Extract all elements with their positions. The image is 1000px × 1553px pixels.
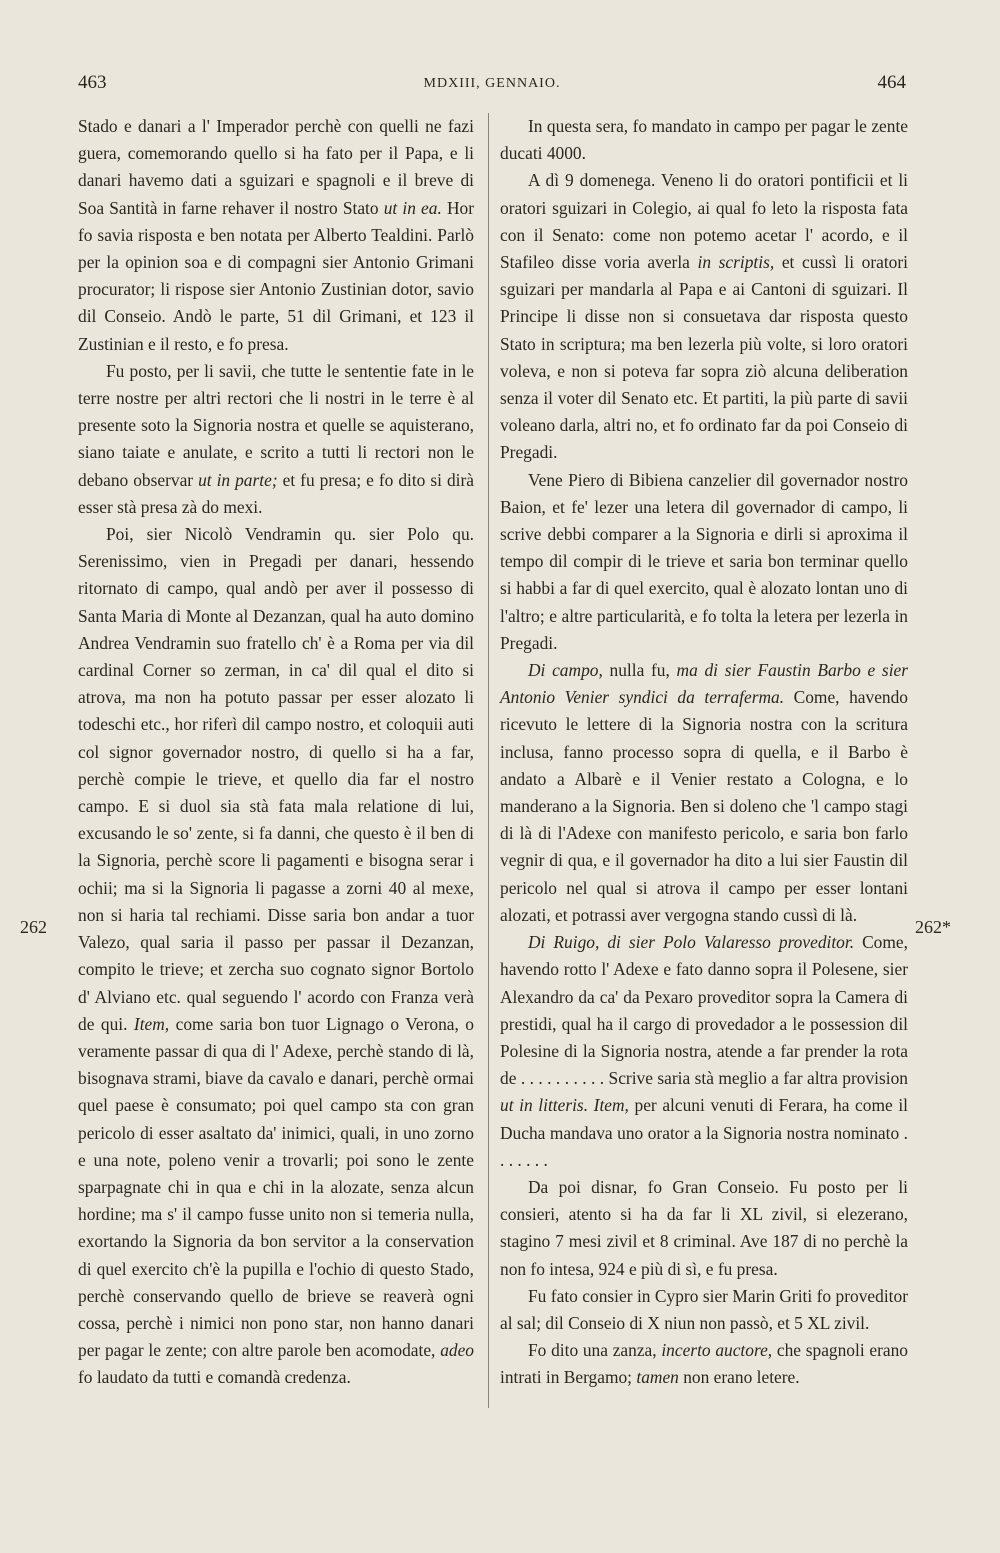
paragraph: Di Ruigo, di sier Polo Valaresso proveditor. Come, havendo rotto l' Adexe e fato danno sopra il Polesene, sier Alexandro da ca' da Pexaro proveditor sopra la Camera di prestidi, qual ha il cargo di provedador a le possession dil Polesine di la Signoria nostra, atende a far prender la rota de . . . . . . . . . . Scrive saria stà meglio a far altra provision ut in litteris. Item, per alcuni venuti di Ferara, ha come il Ducha mandava uno orator a la Signoria nostra nominato . . . . . . . [500, 932, 908, 1170]
column-divider [488, 113, 489, 1408]
paragraph: Vene Piero di Bibiena canzelier dil governador nostro Baion, et fe' lezer una letera dil governador di campo, li scrive debbi comparer a la Signoria e dirli si aproxima il tempo dil compir di le trieve et saria bon terminar quello si habbi a far di quel exercito, qual è alozato lontan uno di l'altro; e altre particularità, e fo tolta la letera per lezerla in Pregadi. [500, 469, 908, 653]
paragraph: Poi, sier Nicolò Vendramin qu. sier Polo qu. Serenissimo, vien in Pregadi per danari, hessendo ritornato di campo, qual andò per aver il possesso di Santa Maria di Monte al Dezanzan, qual ha auto domino Andrea Vendramin suo fratello ch' è a Roma per via dil cardinal Corner so zerman, in ca' dil qual el dito si atrova, ma non ha potuto passar per esser alozato li todeschi etc., hor riferì dil campo nostro, et coloquii auti col signor governador nostro, di quello si ha a far, perchè compie le trieve, et quello dia far el nostro campo. E si duol sia stà fata mala relatione di lui, excusando le so' zente, si fa danni, che questo è il ben di la Signoria, perchè score li pagamenti e bisogna serar i ochii; ma si la Signoria li pagasse a zorni 40 al mexe, non si haria tal rechiami. Disse saria bon andar a tuor Valezo, qual saria il passo per passar il Dezanzan, compito le trieve; et zercha suo cognato signor Bortolo d' Alviano etc. qual seguendo l' acordo con Franza verà de qui. Item, come saria bon tuor Lignago o Verona, o veramente passar di qua di l' Adexe, perchè stando di là, bisognava strami, biave da cavalo e danari, perchè ormai quel paese è consumato; poi quel campo sta con gran pericolo di esser asaltato da' inimici, quali, in uno zorno e una note, poleno venir a trovarli; poi sono le zente sparpagnate chi in qua e chi in la alozate, senza alcun hordine; ma s' il campo fusse unito non si temeria nulla, exortando la Signoria da bon servitor a la conservation di quel exercito ch'è la pupilla e l'ochio di questo Stado, perchè conservando quello de brieve se reaverà ogni cossa, perchè i nimici non pono star, non hanno danari per pagar le zente; con altre parole ben acomodate, adeo fo laudato da tutti e comandà credenza. [78, 524, 475, 1388]
right-column [500, 113, 908, 1392]
paragraph: Stado e danari a l' Imperador perchè con quelli ne fazi guera, comemorando quello si ha fato per il Papa, e li danari havemo dati a sguizari e spagnoli e il breve di Soa Santità in farne rehaver il nostro Stato ut in ea. Hor fo savia risposta e ben notata per Alberto Tealdini. Parlò per la opinion soa e di compagni sier Antonio Grimani procurator; li rispose sier Antonio Zustinian dotor, savio dil Conseio. Andò le parte, 51 dil Grimani, et 123 il Zustinian e il resto, e fo presa. [78, 116, 474, 354]
page-header [78, 72, 906, 102]
paragraph: Fu posto, per li savii, che tutte le sententie fate in le terre nostre per altri rectori che li nostri in le terre è al presente soto la Signoria nostra et quelle se aquisterano, siano taiate e anulate, e scrito a tutti li rectori non le debano observar ut in parte; et fu presa; e fo dito si dirà esser stà presa zà do mexi. [78, 360, 474, 517]
paragraph: A dì 9 domenega. Veneno li do oratori pontificii et li oratori sguizari in Colegio, ai qual fo leto la risposta fata con il Senato: come non potemo acetar l' acordo, e il Stafileo disse voria averla in scriptis, et cussì li oratori sguizari per mandarla al Papa e ai Cantoni di sguizari. Il Principe li disse non si consuetava dar risposta questo Stato in scriptura; ma ben lezerla più volte, si loro oratori voleva, e non si poteva far sopra ziò alcuna deliberation senza il voter dil Senato etc. Et partiti, la più parte di savii voleano darla, altri no, et fo ordinato far da poi Conseio di Pregadi. [500, 170, 908, 463]
margin-number-right: 262* [915, 917, 951, 937]
paragraph: Fo dito una zanza, incerto auctore, che spagnoli erano intrati in Bergamo; tamen non erano letere. [500, 1340, 909, 1388]
margin-number-left: 262 [20, 917, 47, 937]
running-title: MDXIII, GENNAIO. [423, 76, 561, 91]
paragraph: Fu fato consier in Cypro sier Marin Griti fo proveditor al sal; dil Conseio di X niun non passò, et 5 XL zivil. [500, 1285, 908, 1333]
left-column [78, 113, 474, 1392]
page-number-left: 463 [78, 72, 107, 93]
paragraph: Da poi disnar, fo Gran Conseio. Fu posto per li consieri, atento si ha da far li XL zivil, si elezerano, stagino 7 mesi zivil et 8 criminal. Ave 187 di no perchè la non fo intesa, 924 e più di sì, e fu presa. [500, 1176, 908, 1279]
paragraph: In questa sera, fo mandato in campo per pagar le zente ducati 4000. [500, 116, 908, 164]
page-number-right: 464 [877, 72, 906, 93]
paragraph: Di campo, nulla fu, ma di sier Faustin Barbo e sier Antonio Venier syndici da terraferma. Come, havendo ricevuto le lettere di la Signoria nostra con la scritura inclusa, fanno processo sopra di quella, e il Barbo è andato a Albarè e il Venier restato a Cologna, e lo manderano a la Signoria. Ben si doleno che 'l campo stagi di là di l'Adexe con manifesto pericolo, e saria bon farlo vegnir di qua, e il governador ha dito a lui sier Faustin dil pericolo nel qual si atrova il campo per esser lontani alozati, et potrassi aver vergogna stando cussì di là. [500, 660, 909, 925]
